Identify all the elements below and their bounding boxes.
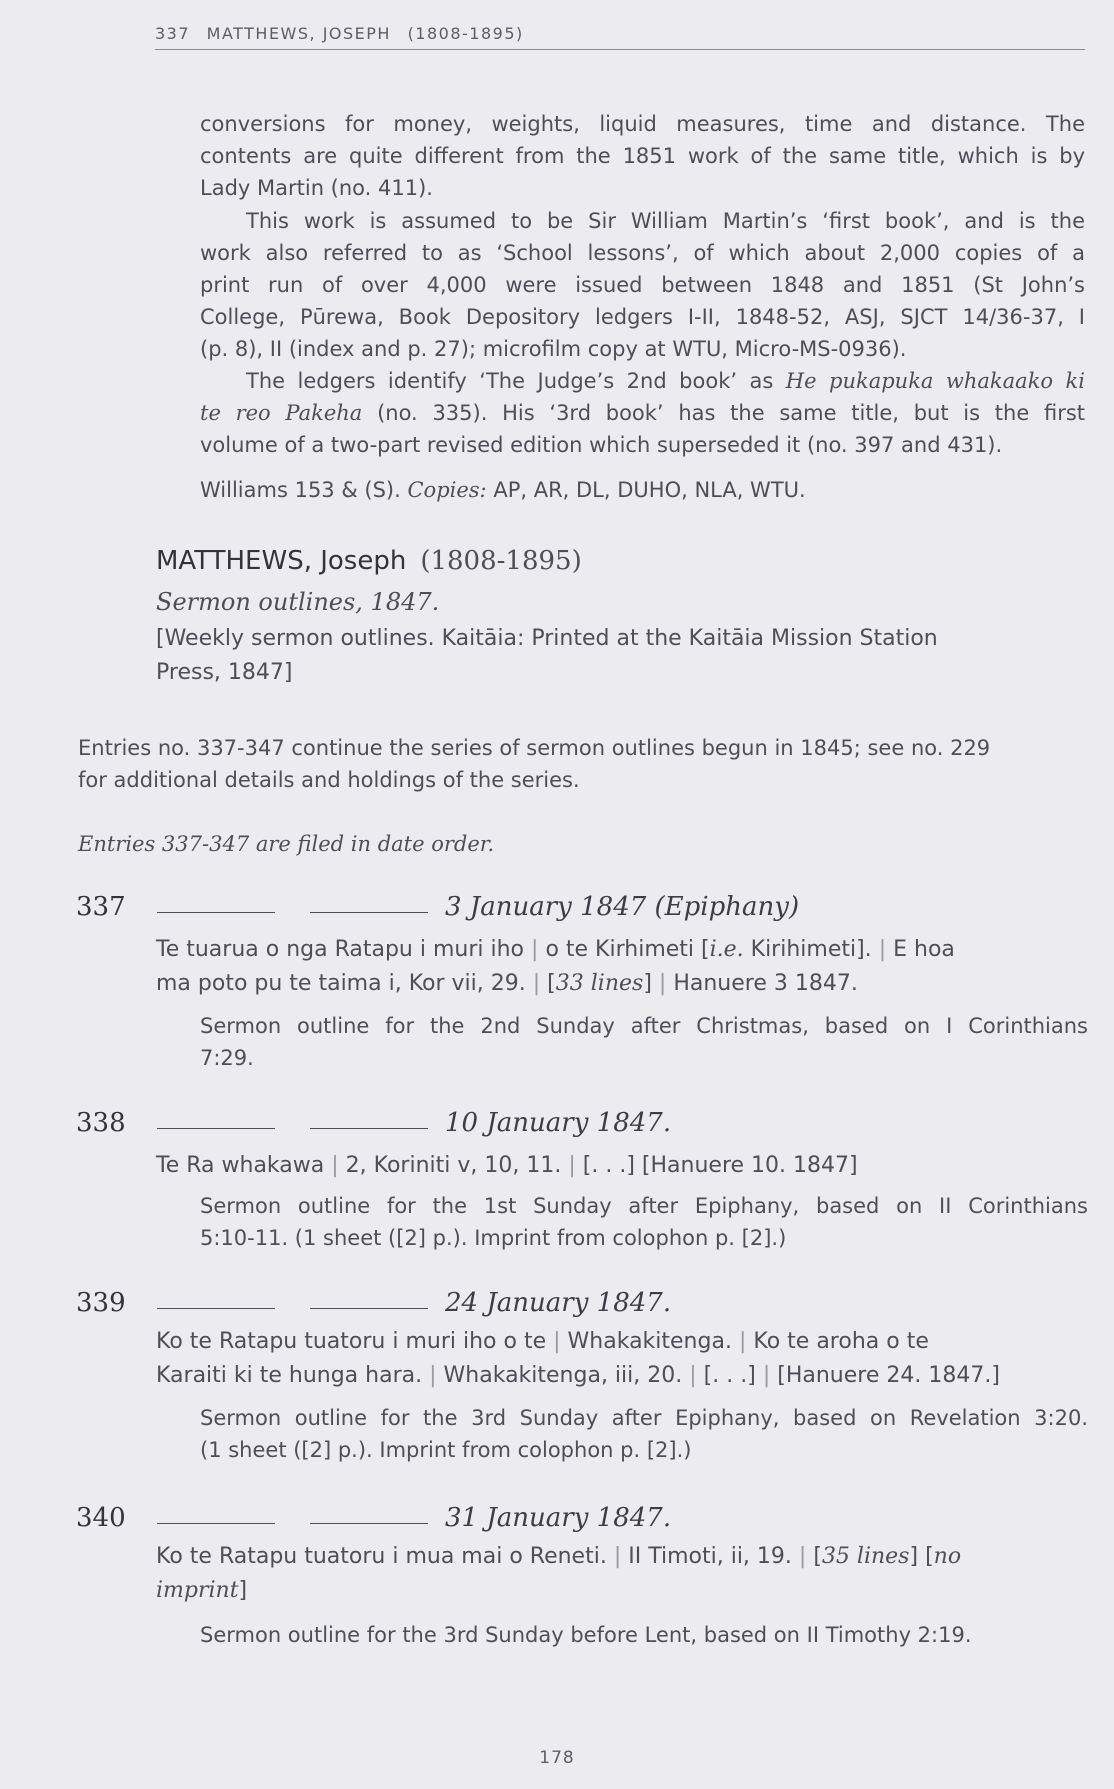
entry-transcription — [156, 933, 955, 1001]
text-line: Sermon outline for the 2nd Sunday after Christmas, based on I Corinthians — [200, 1014, 1088, 1038]
entry-date: 31 January 1847. — [445, 1503, 672, 1533]
text-line: volume of a two-part revised edition which superseded it (no. 397 and 431). — [200, 433, 1003, 457]
entry-transcription — [156, 1325, 1000, 1393]
title-dash — [157, 1128, 275, 1129]
italic-run: i.e. — [709, 937, 744, 962]
text-line — [156, 1359, 1000, 1393]
text-run: Ko te Ratapu tuatoru i mua mai o Reneti. — [156, 1544, 607, 1569]
text-run: Ko te aroha o te — [753, 1329, 929, 1354]
entry-number: 337 — [76, 892, 126, 922]
entry-transcription — [156, 1149, 858, 1183]
text-line — [200, 474, 1085, 506]
text-run: ] — [909, 1544, 919, 1569]
italic-run: no — [933, 1544, 962, 1569]
text-line: Sermon outline for the 1st Sunday after Epiphany, based on II Corinthians — [200, 1194, 1088, 1218]
running-head-text: MATTHEWS, JOSEPH — [206, 24, 391, 43]
page-number: 178 — [539, 1748, 575, 1768]
text-line: contents are quite different from the 1851 work of the same title, which is by — [200, 144, 1085, 168]
line-break-mark: | — [798, 1544, 807, 1569]
text-line: Press, 1847] — [156, 660, 293, 685]
references-line — [200, 474, 1085, 506]
text-run: Te Ra whakawa — [156, 1153, 325, 1178]
text-run: Te tuarua o nga Ratapu i muri iho — [156, 937, 525, 962]
text-line: conversions for money, weights, liquid measures, time and distance. The — [200, 112, 1085, 136]
text-line: 5:10-11. (1 sheet ([2] p.). Imprint from colophon p. [2].) — [200, 1226, 787, 1250]
line-break-mark: | — [689, 1363, 697, 1388]
running-head-number: 337 — [155, 24, 191, 43]
running-head-dates: (1808-1895) — [407, 24, 524, 43]
line-break-mark: | — [429, 1363, 437, 1388]
text-run: Whakakitenga. — [567, 1329, 732, 1354]
filing-note — [78, 828, 494, 860]
text-run: E hoa — [893, 937, 955, 962]
title-dash — [310, 912, 428, 913]
text-run: II Timoti, ii, 19. — [628, 1544, 792, 1569]
text-run: ma poto pu te taima i, Kor vii, 29. — [156, 971, 526, 996]
entry-date: 10 January 1847. — [445, 1108, 672, 1138]
text-line: (1 sheet ([2] p.). Imprint from colophon p. [2].) — [200, 1438, 692, 1462]
series-note — [78, 732, 1088, 796]
entry-note — [200, 1619, 1088, 1651]
text-run: [ — [925, 1544, 934, 1569]
line-break-mark: | — [568, 1153, 576, 1178]
text-line — [156, 933, 955, 967]
text-line — [78, 828, 494, 860]
text-line: print run of over 4,000 were issued between 1848 and 1851 (St John’s — [200, 273, 1085, 297]
line-break-mark: | — [613, 1544, 622, 1569]
italic-run: 35 lines — [821, 1544, 910, 1569]
text-line: This work is assumed to be Sir William Martin’s ‘first book’, and is the — [246, 209, 1085, 233]
copies-list: AP, AR, DL, DUHO, NLA, WTU. — [493, 478, 806, 502]
line-break-mark: | — [738, 1329, 747, 1354]
text-run: (no. 335). His ‘3rd book’ has the same title, but is the first — [377, 401, 1086, 425]
title-dash — [310, 1523, 428, 1524]
copies-label: Copies: — [407, 478, 487, 502]
text-run: Ko te Ratapu tuatoru i muri iho o te — [156, 1329, 547, 1354]
text-line: Entries no. 337-347 continue the series of sermon outlines begun in 1845; see no. 229 — [78, 736, 991, 760]
text-run: Karaiti ki te hunga hara. — [156, 1363, 423, 1388]
text-line: work also referred to as ‘School lessons’, of which about 2,000 copies of a — [200, 241, 1085, 265]
line-break-mark: | — [532, 971, 541, 996]
text-line — [156, 1574, 961, 1608]
title-dash — [310, 1308, 428, 1309]
entry-number: 338 — [76, 1108, 126, 1138]
author-dates: (1808-1895) — [420, 546, 582, 576]
title-dash — [157, 1523, 275, 1524]
title-dash — [310, 1128, 428, 1129]
intro-paragraph-2 — [200, 205, 1085, 365]
entry-date: 24 January 1847. — [445, 1288, 672, 1318]
italic-run: 33 lines — [555, 971, 644, 996]
line-break-mark: | — [531, 937, 539, 962]
line-break-mark: | — [878, 937, 887, 962]
work-imprint — [156, 622, 1036, 690]
title-dash — [157, 1308, 275, 1309]
text-line — [200, 397, 1085, 429]
text-run: Kirihimeti]. — [750, 937, 872, 962]
running-head — [155, 24, 1085, 50]
text-line: Sermon outline for the 3rd Sunday after Epiphany, based on Revelation 3:20. — [200, 1406, 1088, 1430]
text-line — [156, 967, 955, 1001]
entry-date: 3 January 1847 (Epiphany) — [445, 892, 800, 922]
text-run: ] — [643, 971, 652, 996]
italic-run: imprint — [156, 1578, 239, 1603]
text-line: 7:29. — [200, 1046, 254, 1070]
entry-note — [200, 1402, 1088, 1466]
author-name: MATTHEWS, Joseph — [156, 546, 407, 576]
entry-number: 340 — [76, 1503, 126, 1533]
text-line — [200, 365, 1085, 397]
line-break-mark: | — [553, 1329, 561, 1354]
text-line — [156, 1540, 961, 1574]
text-line: for additional details and holdings of the series. — [78, 768, 580, 792]
intro-paragraph-3 — [200, 365, 1085, 461]
text-run: [ — [547, 971, 556, 996]
text-line: College, Pūrewa, Book Depository ledgers I-II, 1848-52, ASJ, SJCT 14/36-37, I — [200, 305, 1085, 329]
text-run: 2, Koriniti v, 10, 11. — [345, 1153, 562, 1178]
text-run: Whakakitenga, iii, 20. — [443, 1363, 683, 1388]
filing-note-text: Entries 337-347 are filed in date order. — [78, 832, 495, 856]
text-line: (p. 8), II (index and p. 27); microfilm copy at WTU, Micro-MS-0936). — [200, 337, 907, 361]
italic-title: He pukapuka whakaako ki — [785, 369, 1085, 393]
text-run: [. . .] — [703, 1363, 756, 1388]
text-line: Lady Martin (no. 411). — [200, 176, 433, 200]
text-line — [156, 1149, 858, 1183]
entry-number: 339 — [76, 1288, 126, 1318]
text-run: Hanuere 3 1847. — [673, 971, 858, 996]
text-run: o te Kirhimeti [ — [545, 937, 710, 962]
line-break-mark: | — [331, 1153, 339, 1178]
intro-paragraph-1 — [200, 108, 1085, 204]
text-run: [. . .] — [582, 1153, 635, 1178]
text-line — [156, 1325, 1000, 1359]
text-run: The ledgers identify ‘The Judge’s 2nd book’ as — [246, 369, 774, 393]
text-run: [Hanuere 10. 1847] — [641, 1153, 858, 1178]
text-run: Williams 153 & (S). — [200, 478, 401, 502]
text-run: [Hanuere 24. 1847.] — [777, 1363, 1000, 1388]
entry-note — [200, 1010, 1088, 1074]
line-break-mark: | — [658, 971, 667, 996]
entry-transcription — [156, 1540, 961, 1608]
italic-title: te reo Pakeha — [200, 401, 363, 425]
line-break-mark: | — [762, 1363, 771, 1388]
author-heading — [156, 546, 582, 576]
entry-note — [200, 1190, 1088, 1254]
text-line: [Weekly sermon outlines. Kaitāia: Printed at the Kaitāia Mission Station — [156, 626, 938, 651]
work-title: Sermon outlines, 1847. — [156, 588, 440, 616]
text-line: Sermon outline for the 3rd Sunday before Lent, based on II Timothy 2:19. — [200, 1623, 972, 1647]
title-dash — [157, 912, 275, 913]
text-run: [ — [813, 1544, 822, 1569]
text-run: ] — [238, 1578, 248, 1603]
